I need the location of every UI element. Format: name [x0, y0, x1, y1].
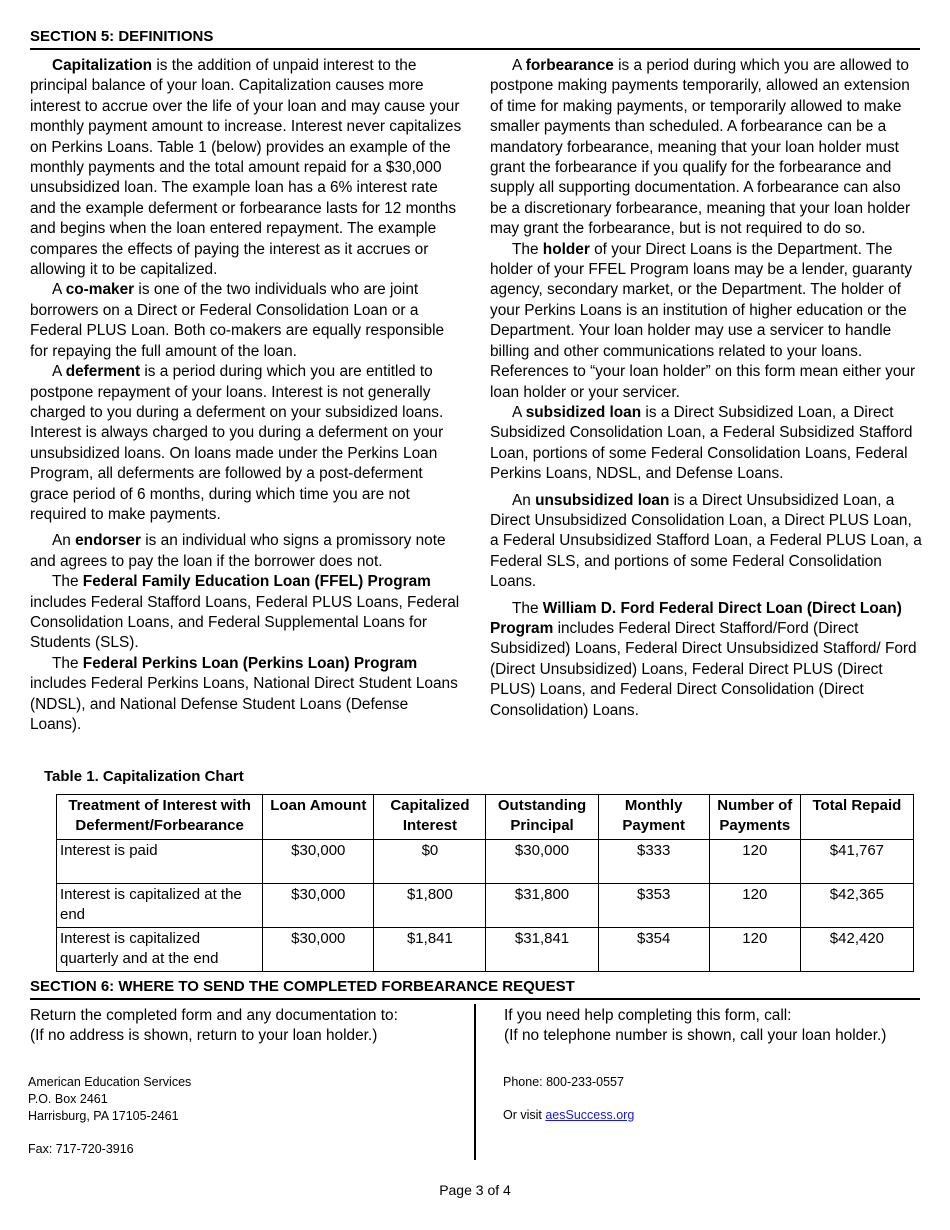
- section5-heading: SECTION 5: DEFINITIONS: [30, 28, 920, 50]
- table-cell: 120: [709, 840, 800, 884]
- def-forbearance: A forbearance is a period during which you are allowed to postpone making payments temporarily, allowed an extension of time for making payments, or temporarily allowed to make smaller payments than scheduled. A forbearance can be a mandatory forbearance, meaning that your loan holder must grant the forbearance if you qualify for the forbearance and supply all supporting documentation. A forbearance can also be a discretionary forbearance, meaning that your loan holder may grant the forbearance, but is not required to do so.: [490, 57, 911, 238]
- table-header: Capitalized Interest: [374, 795, 486, 840]
- table-cell: Interest is paid: [57, 840, 263, 884]
- table-header: Number of Payments: [709, 795, 800, 840]
- table-cell: $30,000: [263, 884, 374, 928]
- page-number: Page 3 of 4: [439, 1182, 511, 1198]
- help-instructions: [504, 1006, 924, 1047]
- term-capitalization: Capitalization: [52, 57, 153, 74]
- term-forbearance: forbearance: [525, 57, 614, 74]
- table-header: Treatment of Interest with Deferment/Forbearance: [57, 795, 263, 840]
- term-direct-loan: William D. Ford Federal Direct Loan (Direct Loan) Program: [490, 599, 902, 637]
- table-header: Total Repaid: [800, 795, 913, 840]
- table-header: Outstanding Principal: [486, 795, 598, 840]
- def-direct-loan: The William D. Ford Federal Direct Loan (Direct Loan) Program includes Federal Direct Stafford/Ford (Direct Subsidized) Loans, Federal Direct Unsubsidized Stafford/ Ford (Direct Unsubsidized) Loans, Federal Direct PLUS (Direct PLUS) Loans, and Federal Direct Consolidation (Direct Consolidation) Loans.: [490, 599, 917, 719]
- table-header: Loan Amount: [263, 795, 374, 840]
- term-deferment: deferment: [65, 363, 141, 381]
- def-unsubsidized: An unsubsidized loan is a Direct Unsubsidized Loan, a Direct Unsubsidized Consolidation Loan, a Direct PLUS Loan, a Federal Unsubsidized Stafford Loan, a Federal PLUS Loan, a Federal SLS, and portions of some Federal Consolidation Loans.: [490, 491, 922, 591]
- table-cell: $1,841: [374, 928, 486, 972]
- table-cell: 120: [709, 928, 800, 972]
- term-comaker: co-maker: [65, 281, 135, 299]
- table-header: Monthly Payment: [598, 795, 709, 840]
- table-row: [57, 840, 914, 884]
- definitions-right-column: [490, 56, 922, 721]
- return-instructions: [30, 1006, 470, 1047]
- help-note: (If no telephone number is shown, call your loan holder.): [504, 1027, 887, 1045]
- table-cell: $354: [598, 928, 709, 972]
- table-cell: $42,365: [800, 884, 913, 928]
- mailing-address: [28, 1074, 191, 1125]
- address-line: American Education Services: [28, 1075, 192, 1089]
- table-cell: $30,000: [263, 840, 374, 884]
- address-line: P.O. Box 2461: [28, 1092, 108, 1106]
- table-title: Table 1. Capitalization Chart: [44, 768, 244, 785]
- capitalization-table: [56, 794, 914, 972]
- fax-number: Fax: 717-720-3916: [28, 1142, 134, 1156]
- table-cell: $30,000: [486, 840, 598, 884]
- visit-website: Or visit aesSuccess.org: [503, 1108, 635, 1122]
- term-perkins: Federal Perkins Loan (Perkins Loan) Program: [82, 654, 418, 672]
- def-comaker: A co-maker is one of the two individuals who are joint borrowers on a Direct or Federal Consolidation Loan or a Federal PLUS Loan. Both co-makers are equally responsible for repaying the full amount of the loan.: [30, 281, 445, 360]
- table-row: [57, 928, 914, 972]
- def-subsidized: A subsidized loan is a Direct Subsidized Loan, a Direct Subsidized Consolidation Loan, a Federal Subsidized Stafford Loan, portions of some Federal Consolidation Loans, Federal Perkins Loans, NDSL, and Defense Loans.: [490, 403, 913, 483]
- def-endorser: An endorser is an individual who signs a promissory note and agrees to pay the loan if the borrower does not.: [30, 532, 446, 570]
- term-holder: holder: [542, 240, 590, 258]
- table-cell: $31,800: [486, 884, 598, 928]
- def-perkins: The Federal Perkins Loan (Perkins Loan) Program includes Federal Perkins Loans, National Direct Student Loans (NDSL), and National Defense Student Loans (Defense Loans).: [30, 654, 458, 733]
- term-ffel: Federal Family Education Loan (FFEL) Program: [82, 573, 431, 591]
- term-endorser: endorser: [75, 532, 141, 550]
- def-ffel: The Federal Family Education Loan (FFEL) Program includes Federal Stafford Loans, Federal PLUS Loans, Federal Consolidation Loans, and Federal Supplemental Loans for Students (SLS).: [30, 573, 460, 652]
- address-line: Harrisburg, PA 17105-2461: [28, 1109, 179, 1123]
- term-unsubsidized: unsubsidized loan: [535, 491, 670, 509]
- table-cell: $333: [598, 840, 709, 884]
- table-cell: $31,841: [486, 928, 598, 972]
- phone-number: Phone: 800-233-0557: [503, 1075, 624, 1089]
- definitions-left-column: [30, 56, 462, 735]
- table-cell: 120: [709, 884, 800, 928]
- table-header-row: [57, 795, 914, 840]
- def-deferment: A deferment is a period during which you are entitled to postpone repayment of your loans. Interest is not generally charged to you during a deferment on your subsidized loans. Interest is always charged to you during a deferment on your unsubsidized loans. On loans made under the Perkins Loan Program, all deferments are followed by a post-deferment grace period of 6 months, during which time you are not required to make payments.: [30, 363, 444, 523]
- section6-heading: SECTION 6: WHERE TO SEND THE COMPLETED FORBEARANCE REQUEST: [30, 978, 920, 1000]
- help-line: If you need help completing this form, call:: [504, 1007, 792, 1024]
- table-row: [57, 884, 914, 928]
- term-subsidized: subsidized loan: [525, 403, 642, 421]
- return-note: (If no address is shown, return to your loan holder.): [30, 1027, 378, 1045]
- table-cell: $42,420: [800, 928, 913, 972]
- table-cell: Interest is capitalized at the end: [57, 884, 263, 928]
- table-cell: $41,767: [800, 840, 913, 884]
- section6-divider: [474, 1004, 476, 1160]
- def-capitalization: Capitalization is the addition of unpaid interest to the principal balance of your loan. Capitalization causes more interest to accrue over the life of your loan and may cause your monthly payment amount to increase. Interest never capitalizes on Perkins Loans. Table 1 (below) provides an example of the monthly payments and the total amount repaid for a $30,000 unsubsidized loan. The example loan has a 6% interest rate and the example deferment or forbearance lasts for 12 months and begins when the loan entered repayment. The example compares the effects of paying the interest as it accrues or allowing it to be capitalized.: [30, 57, 462, 279]
- table-cell: $0: [374, 840, 486, 884]
- table-cell: $30,000: [263, 928, 374, 972]
- return-line: Return the completed form and any documentation to:: [30, 1007, 398, 1024]
- table-cell: $1,800: [374, 884, 486, 928]
- website-link[interactable]: aesSuccess.org: [545, 1108, 635, 1122]
- def-holder: The holder of your Direct Loans is the Department. The holder of your FFEL Program loans may be a lender, guaranty agency, secondary market, or the Department. The holder of your Perkins Loans is an institution of higher education or the Department. Your loan holder may use a servicer to handle billing and other communications related to your loans. References to “your loan holder” on this form mean either your loan holder or your servicer.: [490, 240, 916, 401]
- table-cell: Interest is capitalized quarterly and at the end: [57, 928, 263, 972]
- table-cell: $353: [598, 884, 709, 928]
